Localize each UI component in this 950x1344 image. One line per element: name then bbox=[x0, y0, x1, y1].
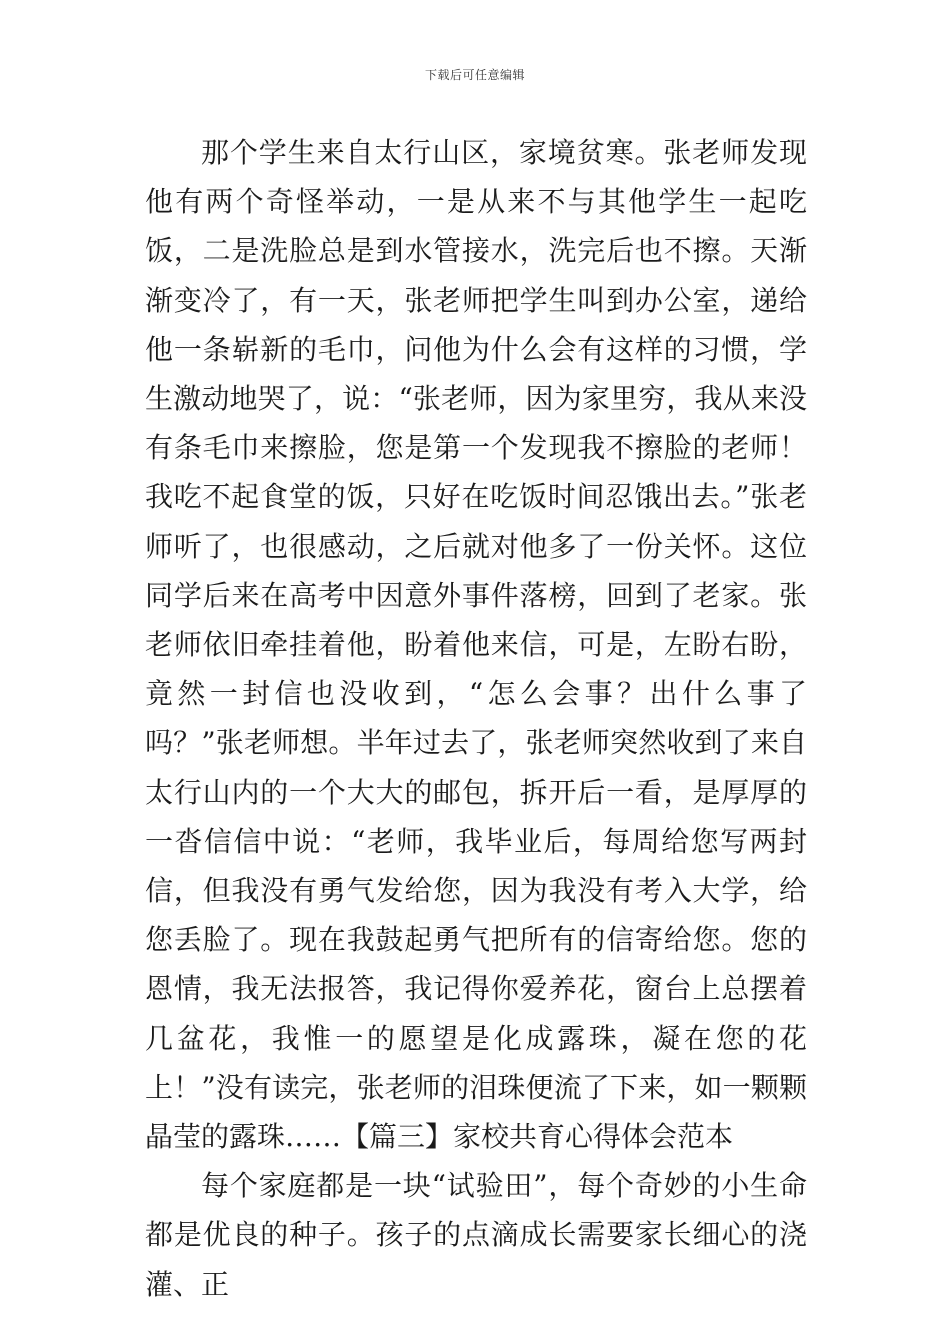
paragraph-1: 那个学生来自太行山区，家境贫寒。张老师发现他有两个奇怪举动，一是从来不与其他学生一起吃饭，二是洗脸总是到水管接水，洗完后也不擦。天渐渐变冷了，有一天，张老师把学生叫到办公室，递给他一条崭新的毛巾，问他为什么会有这样的习惯，学生激动地哭了，说：“张老师，因为家里穷，我从来没有条毛巾来擦脸，您是第一个发现我不擦脸的老师！我吃不起食堂的饭，只好在吃饭时间忍饿出去。”张老师听了，也很感动，之后就对他多了一份关怀。这位同学后来在高考中因意外事件落榜，回到了老家。张老师依旧牵挂着他，盼着他来信，可是，左盼右盼，竟然一封信也没收到，“怎么会事？出什么事了吗？”张老师想。半年过去了，张老师突然收到了来自太行山内的一个大大的邮包，拆开后一看，是厚厚的一沓信信中说：“老师，我毕业后，每周给您写两封信，但我没有勇气发给您，因为我没有考入大学，给您丢脸了。现在我鼓起勇气把所有的信寄给您。您的恩情，我无法报答，我记得你爱养花，窗台上总摆着几盆花，我惟一的愿望是化成露珠，凝在您的花上！”没有读完，张老师的泪珠便流了下来，如一颗颗晶莹的露珠……【篇三】家校共育心得体会范本 bbox=[145, 136, 807, 1154]
page-header: 下载后可任意编辑 bbox=[424, 68, 525, 82]
document-body bbox=[145, 128, 807, 1309]
paragraph-2: 每个家庭都是一块“试验田”，每个奇妙的小生命都是优良的种子。孩子的点滴成长需要家长细心的浇灌、正 bbox=[145, 1169, 807, 1301]
